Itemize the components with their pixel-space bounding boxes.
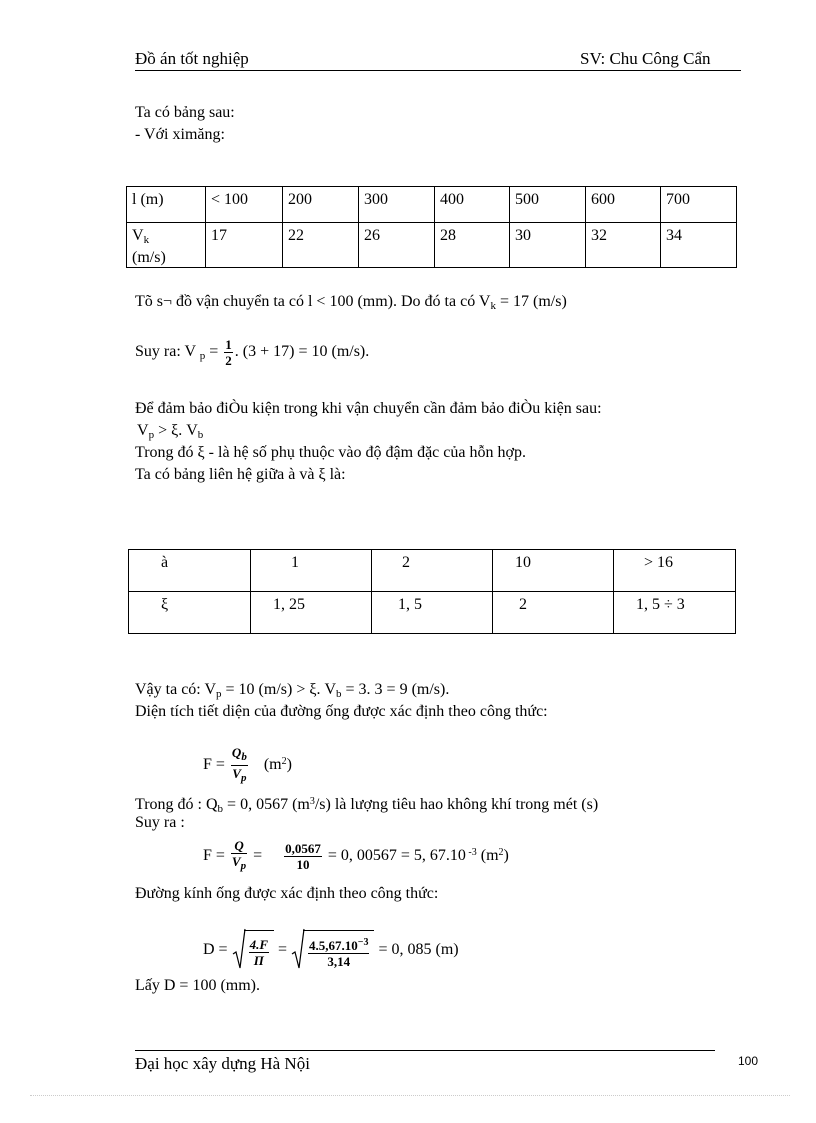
fraction-values-diameter: $\frac{4.5,67.10^{-3}}{3,14}$: [309, 937, 369, 970]
table-cell: 300: [359, 187, 435, 223]
density-table: [128, 549, 736, 634]
formula-area: F = $\frac{Q_b}{V_p}$ $(m^2)$: [203, 744, 292, 784]
table-cell: 400: [435, 187, 510, 223]
vk-unit: (m/s): [132, 249, 166, 266]
paragraph-1: Tõ s¬ đồ vận chuyển ta có l < 100 (mm). Do đó ta có $V_k = 17$ (m/s): [135, 293, 567, 312]
fraction-half: $\frac{1}{2}$: [225, 336, 232, 368]
table-cell: 2: [372, 550, 493, 592]
table-cell: 22: [283, 223, 359, 268]
footer-divider: [135, 1050, 715, 1051]
table-cell: 1, 5 ÷ 3: [614, 592, 736, 634]
table-cell: 1: [251, 550, 372, 592]
table-cell: [127, 223, 206, 268]
table-cell: 1, 5: [372, 592, 493, 634]
paragraph-9: Trong đó : $Q_b = 0$, 0567 $(m^3/s)$ là lượng tiêu hao không khí trong mét (s): [135, 796, 599, 815]
table-cell: 26: [359, 223, 435, 268]
vk-symbol: V: [132, 227, 144, 244]
fraction-q-over-vp: $\frac{Q}{V_p}$: [231, 838, 247, 873]
table-row: [127, 187, 737, 223]
table-row: [129, 592, 736, 634]
table-cell: 700: [661, 187, 737, 223]
paragraph-3: Để đảm bảo điÒu kiện trong khi vận chuyển cần đảm bảo điÒu kiện sau:: [135, 400, 602, 417]
paragraph-8: Diện tích tiết diện của đường ống được xác định theo công thức:: [135, 703, 548, 720]
table-row: [129, 550, 736, 592]
paragraph-10: Suy ra :: [135, 814, 185, 831]
header-left: Đồ án tốt nghiệp: [135, 49, 249, 68]
table-cell: > 16: [614, 550, 736, 592]
table-cell: 28: [435, 223, 510, 268]
table-cell: 30: [510, 223, 586, 268]
vk-sub: k: [143, 234, 150, 246]
table-cell: 10: [493, 550, 614, 592]
intro-line-1: Ta có bảng sau:: [135, 104, 235, 121]
velocity-table: [126, 186, 737, 268]
paragraph-6: Ta có bảng liên hệ giữa à và ξ là:: [135, 466, 346, 483]
table-cell: l (m): [127, 187, 206, 223]
page-number: 100: [738, 1054, 759, 1068]
fraction-values: $\frac{0,0567}{10}$: [285, 840, 321, 872]
table-row: [127, 223, 737, 268]
paragraph-4: $V_p > \xi$. $V_b$: [137, 422, 204, 441]
paragraph-2: Suy ra: V $_p$ = $\frac{1}{2}$ . (3 + 17) = 10 (m/s).: [135, 336, 370, 368]
table-cell: 17: [206, 223, 283, 268]
table-cell: 200: [283, 187, 359, 223]
paragraph-11: Đường kính ống được xác định theo công thức:: [135, 885, 439, 902]
paragraph-12: Lấy D = 100 (mm).: [135, 977, 260, 994]
table-cell: à: [129, 550, 251, 592]
footer-left: Đại học xây dựng Hà Nội: [135, 1054, 310, 1073]
formula-diameter: D = $\frac{4.F}{\Pi}$ = $\frac{4.5,67.10^{-3}}{3,14}$ = 0, 085 (m): [203, 930, 459, 971]
paragraph-5: Trong đó ξ - là hệ số phụ thuộc vào độ đậm đặc của hỗn hợp.: [135, 444, 526, 461]
table-cell: < 100: [206, 187, 283, 223]
table-cell: 500: [510, 187, 586, 223]
sqrt-symbol: [232, 930, 274, 971]
intro-line-2: - Với ximăng:: [135, 126, 225, 143]
header-divider: [135, 70, 741, 71]
page-bottom-border: [30, 1095, 790, 1096]
header-right: SV: Chu Công Cẩn: [580, 49, 711, 68]
fraction-q-over-v: $\frac{Q_b}{V_p}$: [231, 744, 247, 784]
table-cell: 600: [586, 187, 661, 223]
paragraph-7: Vậy ta có: $V_p = 10$ (m/s) > ξ. $V_b = 3$. 3 = 9 (m/s).: [135, 681, 450, 700]
table-cell: 34: [661, 223, 737, 268]
sqrt-symbol: [291, 930, 374, 971]
table-cell: 1, 25: [251, 592, 372, 634]
formula-area-computed: F = $\frac{Q}{V_p}$ = $\frac{0,0567}{10}$ = 0, 00567 = 5, 67.10 $^{-3}$ $(m^2)$: [203, 838, 509, 873]
fraction-4f-over-pi: $\frac{4.F}{\Pi}$: [249, 936, 268, 968]
table-cell: 2: [493, 592, 614, 634]
table-cell: ξ: [129, 592, 251, 634]
table-cell: 32: [586, 223, 661, 268]
